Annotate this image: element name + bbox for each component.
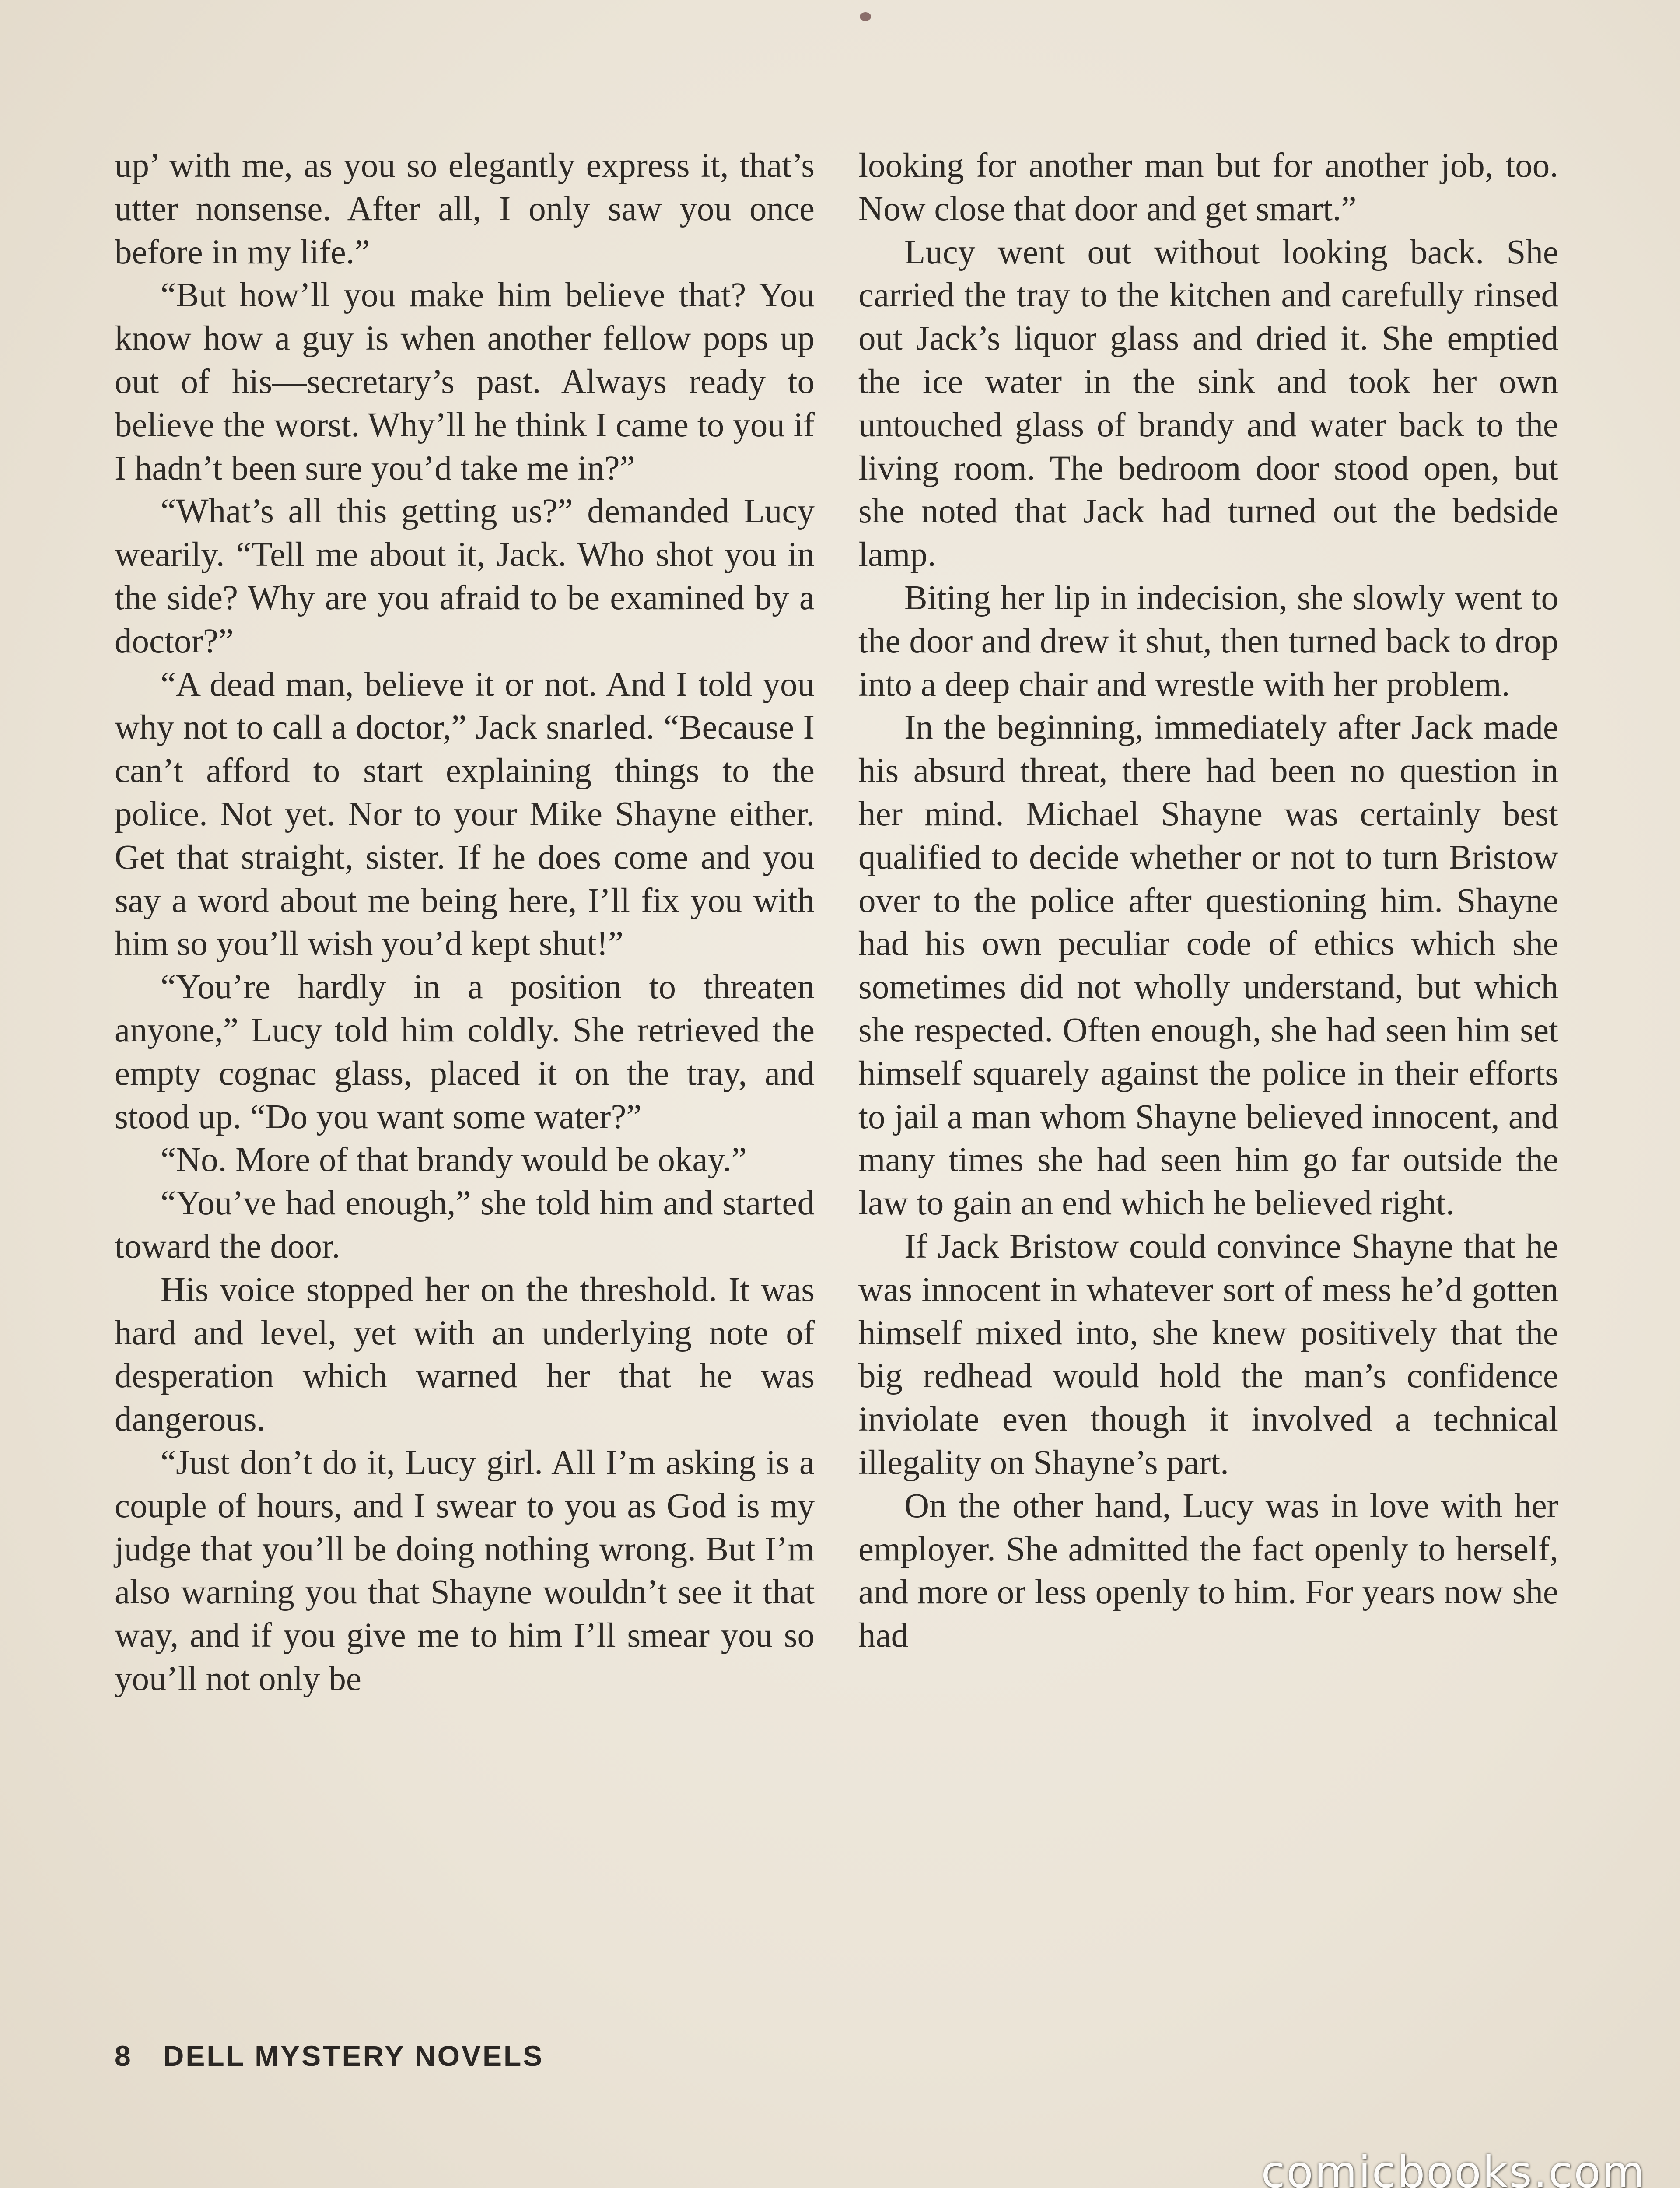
paragraph: looking for another man but for another job, too. Now close that door and get smart.” — [858, 147, 1558, 228]
paragraph: “No. More of that brandy would be okay.” — [161, 1141, 747, 1179]
paragraph: “Just don’t do it, Lucy girl. All I’m asking is a couple of hours, and I swear to you as God is my judge that you’ll be doing nothing wrong. But I’m also warning you that Shayne wouldn’t see it that way, and if you give me to him I’ll smear you so you’ll not only be — [115, 1443, 815, 1698]
publication-name: DELL MYSTERY NOVELS — [163, 2040, 544, 2072]
paragraph: Biting her lip in indecision, she slowly went to the door and drew it shut, then turned back to drop into a deep chair and wrestle with her problem. — [858, 579, 1558, 704]
print-blemish — [860, 12, 871, 21]
paragraph: “You’re hardly in a position to threaten anyone,” Lucy told him coldly. She retrieved the empty cognac glass, placed it on the tray, and stood up. “Do you want some water?” — [115, 968, 815, 1136]
paragraph: Lucy went out without looking back. She carried the tray to the kitchen and carefully rinsed out Jack’s liquor glass and dried it. She emptied the ice water in the sink and took her own untouched glass of brandy and water back to the living room. The bedroom door stood open, but she noted that Jack had turned out the bedside lamp. — [858, 233, 1558, 574]
paragraph: “What’s all this getting us?” demanded Lucy wearily. “Tell me about it, Jack. Who shot you in the side? Why are you afraid to be examined by a doctor?” — [115, 492, 815, 660]
paragraph: “A dead man, believe it or not. And I told you why not to call a doctor,” Jack snarled. “Because I can’t afford to start explaining things to the police. Not yet. Nor to your Mike Shayne either. Get that straight, sister. If he does come and you say a word about me being here, I’ll fix you with him so you’ll wish you’d kept shut!” — [115, 665, 815, 963]
paragraph: In the beginning, immediately after Jack made his absurd threat, there had been no question in her mind. Michael Shayne was certainly best qualified to decide whether or not to turn Bristow over to the police after questioning him. Shayne had his own peculiar code of ethics which she sometimes did not wholly understand, but which she respected. Often enough, she had seen him set himself squarely against the police in their efforts to jail a man whom Shayne believed innocent, and many times she had seen him go far outside the law to gain an end which he believed right. — [858, 708, 1558, 1223]
paragraph: If Jack Bristow could convince Shayne that he was innocent in whatever sort of mess he’d gotten himself mixed into, she knew positively that the big redhead would hold the man’s confidence inviolate even though it involved a technical illegality on Shayne’s part. — [858, 1227, 1558, 1482]
paragraph: His voice stopped her on the threshold. It was hard and level, yet with an underlying note of desperation which warned her that he was dangerous. — [115, 1270, 815, 1439]
paragraph: “You’ve had enough,” she told him and started toward the door. — [115, 1184, 815, 1266]
right-text-column — [858, 144, 1558, 1658]
paragraph: up’ with me, as you so elegantly express it, that’s utter nonsense. After all, I only saw you once before in my life.” — [115, 147, 815, 271]
left-text-column — [115, 144, 815, 1701]
paragraph: On the other hand, Lucy was in love with her employer. She admitted the fact openly to herself, and more or less openly to him. For years now she had — [858, 1487, 1558, 1655]
page-footer — [115, 2039, 544, 2072]
watermark: comicbooks.com — [1261, 2146, 1646, 2188]
paragraph: “But how’ll you make him believe that? You know how a guy is when another fellow pops up out of his—secretary’s past. Always ready to believe the worst. Why’ll he think I came to you if I hadn’t been sure you’d take me in?” — [115, 276, 815, 487]
page-number: 8 — [115, 2040, 133, 2072]
